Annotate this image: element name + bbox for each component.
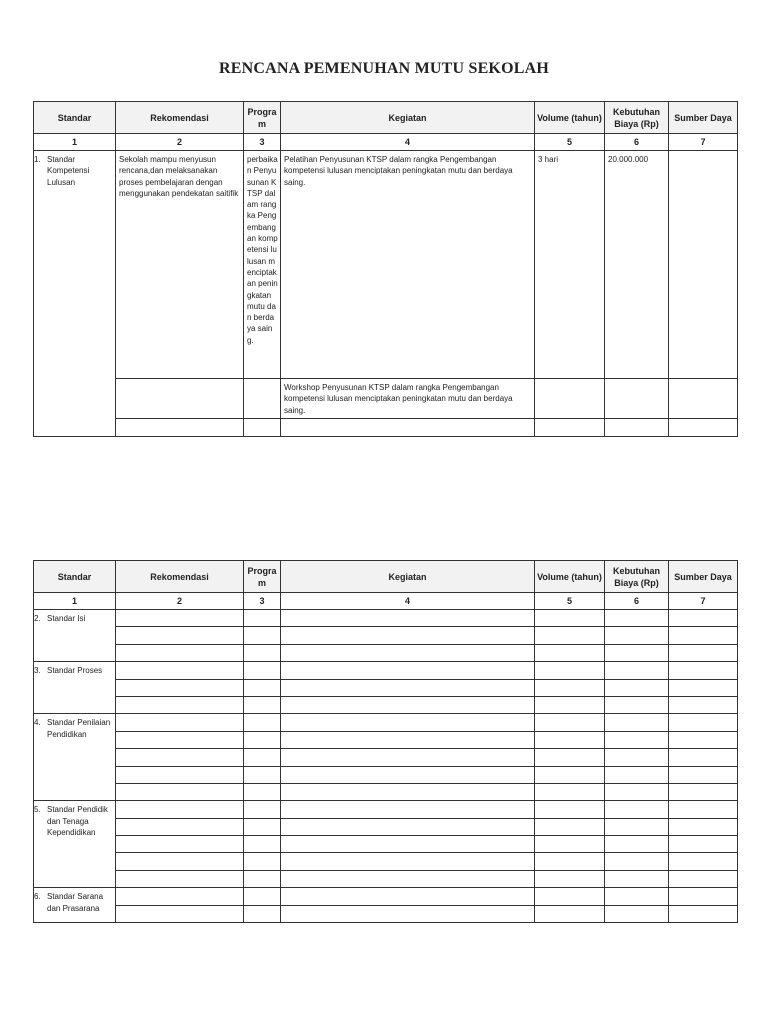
program-cell <box>244 418 281 436</box>
empty-cell <box>535 818 605 835</box>
empty-cell <box>535 836 605 853</box>
sumber-cell <box>669 151 738 379</box>
column-number: 5 <box>535 134 605 151</box>
program-cell <box>244 151 281 379</box>
kegiatan-cell <box>281 379 535 419</box>
empty-cell <box>669 853 738 870</box>
empty-cell <box>669 731 738 748</box>
empty-cell <box>605 644 669 661</box>
empty-cell <box>281 610 535 627</box>
empty-cell <box>244 836 281 853</box>
empty-cell <box>605 870 669 887</box>
empty-cell <box>116 662 244 679</box>
column-number: 4 <box>281 134 535 151</box>
standar-cell <box>34 888 116 923</box>
empty-cell <box>669 818 738 835</box>
empty-cell <box>281 836 535 853</box>
header-rekomendasi: Rekomendasi <box>116 102 244 134</box>
empty-cell <box>535 610 605 627</box>
empty-cell <box>116 783 244 800</box>
standar-number: 2. <box>34 614 41 623</box>
empty-cell <box>244 679 281 696</box>
header-kebutuhan-biaya: Kebutuhan Biaya (Rp) <box>605 561 669 593</box>
standar-number: 4. <box>34 718 41 728</box>
program-cell <box>244 379 281 419</box>
empty-cell <box>116 749 244 766</box>
empty-cell <box>281 662 535 679</box>
empty-cell <box>116 801 244 818</box>
table-row <box>34 870 738 887</box>
empty-cell <box>116 853 244 870</box>
empty-cell <box>244 662 281 679</box>
empty-cell <box>605 696 669 713</box>
header-program: Progra m <box>244 561 281 593</box>
volume-cell <box>535 151 605 379</box>
empty-cell <box>244 627 281 644</box>
standar-number: 3. <box>34 666 41 676</box>
empty-cell <box>281 853 535 870</box>
empty-cell <box>281 749 535 766</box>
empty-cell <box>281 644 535 661</box>
column-number: 2 <box>116 134 244 151</box>
empty-cell <box>116 905 244 922</box>
table-row <box>34 662 738 679</box>
standar-cell <box>34 610 116 662</box>
empty-cell <box>605 905 669 922</box>
empty-cell <box>669 905 738 922</box>
empty-cell <box>669 783 738 800</box>
empty-cell <box>605 627 669 644</box>
empty-cell <box>669 766 738 783</box>
empty-cell <box>244 749 281 766</box>
empty-cell <box>605 818 669 835</box>
column-number: 2 <box>116 593 244 610</box>
table-row <box>34 610 738 627</box>
empty-cell <box>535 714 605 731</box>
empty-cell <box>535 731 605 748</box>
column-number: 1 <box>34 134 116 151</box>
empty-cell <box>669 696 738 713</box>
header-kegiatan: Kegiatan <box>281 561 535 593</box>
standar-number: 6. <box>34 892 41 902</box>
standar-cell <box>34 714 116 801</box>
plan-table-1 <box>33 101 738 437</box>
header-volume: Volume (tahun) <box>535 561 605 593</box>
column-number: 6 <box>605 134 669 151</box>
document-title: RENCANA PEMENUHAN MUTU SEKOLAH <box>218 60 549 77</box>
empty-cell <box>605 731 669 748</box>
rekomendasi-cell <box>116 379 244 419</box>
table-row <box>34 905 738 922</box>
empty-cell <box>244 731 281 748</box>
empty-cell <box>535 888 605 905</box>
empty-cell <box>116 644 244 661</box>
empty-cell <box>605 801 669 818</box>
empty-cell <box>535 905 605 922</box>
empty-cell <box>535 662 605 679</box>
column-number: 7 <box>669 593 738 610</box>
standar-label: Standar Pendidik dan Tenaga Kependidikan <box>47 805 108 837</box>
empty-cell <box>605 749 669 766</box>
empty-cell <box>535 749 605 766</box>
biaya-text: 20.000.000 <box>608 155 649 164</box>
header-kebutuhan-biaya: Kebutuhan Biaya (Rp) <box>605 102 669 134</box>
column-number: 3 <box>244 134 281 151</box>
empty-cell <box>535 801 605 818</box>
table-row <box>34 888 738 905</box>
empty-cell <box>605 853 669 870</box>
standar-number: 5. <box>34 805 41 815</box>
empty-cell <box>669 714 738 731</box>
empty-cell <box>535 853 605 870</box>
column-number: 7 <box>669 134 738 151</box>
standar-cell <box>34 151 116 437</box>
rekomendasi-cell <box>116 151 244 379</box>
header-kegiatan: Kegiatan <box>281 102 535 134</box>
empty-cell <box>605 679 669 696</box>
sumber-cell <box>669 418 738 436</box>
kegiatan-text: Pelatihan Penyusunan KTSP dalam rangka Pengembangan kompetensi lulusan menciptakan peningkatan mutu dan berdaya saing. <box>284 155 513 187</box>
empty-cell <box>244 818 281 835</box>
table-row <box>34 749 738 766</box>
table-row <box>34 644 738 661</box>
empty-cell <box>605 610 669 627</box>
plan-table-2 <box>33 560 738 923</box>
empty-cell <box>535 679 605 696</box>
empty-cell <box>244 905 281 922</box>
empty-cell <box>669 610 738 627</box>
table-row <box>34 801 738 818</box>
empty-cell <box>244 783 281 800</box>
table-row <box>34 783 738 800</box>
volume-cell <box>535 418 605 436</box>
empty-cell <box>535 696 605 713</box>
header-standar: Standar <box>34 102 116 134</box>
header-sumber-daya: Sumber Daya <box>669 102 738 134</box>
empty-cell <box>116 731 244 748</box>
header-rekomendasi: Rekomendasi <box>116 561 244 593</box>
empty-cell <box>605 714 669 731</box>
empty-cell <box>605 783 669 800</box>
rekomendasi-cell <box>116 418 244 436</box>
column-number: 5 <box>535 593 605 610</box>
empty-cell <box>535 644 605 661</box>
column-number: 6 <box>605 593 669 610</box>
empty-cell <box>281 766 535 783</box>
empty-cell <box>244 610 281 627</box>
header-standar: Standar <box>34 561 116 593</box>
table-row <box>34 766 738 783</box>
empty-cell <box>116 818 244 835</box>
biaya-cell <box>605 379 669 419</box>
empty-cell <box>669 644 738 661</box>
sumber-cell <box>669 379 738 419</box>
program-text: perbaikan Penyusunan KTSP dalam rangka Pengembangan kompetensi lulusan menciptakan peningkatan mutu dan berdaya saing. <box>247 155 278 345</box>
empty-cell <box>281 905 535 922</box>
standar-label: Standar Isi <box>47 614 86 623</box>
empty-cell <box>244 696 281 713</box>
table-row <box>34 818 738 835</box>
empty-cell <box>669 836 738 853</box>
empty-cell <box>244 888 281 905</box>
empty-cell <box>116 870 244 887</box>
header-program: Progra m <box>244 102 281 134</box>
rekomendasi-text: Sekolah mampu menyusun rencana,dan melaksanakan proses pembelajaran dengan menggunakan pendekatan saitifik <box>119 155 239 198</box>
empty-cell <box>116 766 244 783</box>
empty-cell <box>281 679 535 696</box>
header-sumber-daya: Sumber Daya <box>669 561 738 593</box>
empty-cell <box>669 870 738 887</box>
empty-cell <box>116 696 244 713</box>
kegiatan-cell <box>281 151 535 379</box>
standar-cell <box>34 662 116 714</box>
empty-cell <box>244 801 281 818</box>
table-row <box>34 679 738 696</box>
empty-cell <box>281 801 535 818</box>
standar-label: Standar Penilaian Pendidikan <box>47 718 111 739</box>
empty-cell <box>116 627 244 644</box>
kegiatan-text: Workshop Penyusunan KTSP dalam rangka Pengembangan kompetensi lulusan menciptakan peningkatan mutu dan berdaya saing. <box>284 383 513 415</box>
empty-cell <box>535 783 605 800</box>
empty-cell <box>281 714 535 731</box>
empty-cell <box>669 888 738 905</box>
empty-cell <box>116 836 244 853</box>
empty-cell <box>244 870 281 887</box>
empty-cell <box>669 627 738 644</box>
empty-cell <box>244 644 281 661</box>
empty-cell <box>244 766 281 783</box>
volume-text: 3 hari <box>538 155 559 164</box>
empty-cell <box>281 870 535 887</box>
empty-cell <box>605 662 669 679</box>
table-row <box>34 853 738 870</box>
table-row <box>34 836 738 853</box>
empty-cell <box>281 696 535 713</box>
empty-cell <box>116 888 244 905</box>
empty-cell <box>669 801 738 818</box>
empty-cell <box>116 610 244 627</box>
volume-cell <box>535 379 605 419</box>
empty-cell <box>669 662 738 679</box>
empty-cell <box>244 853 281 870</box>
standar-label: Standar Sarana dan Prasarana <box>47 892 104 913</box>
empty-cell <box>281 888 535 905</box>
empty-cell <box>281 783 535 800</box>
column-number: 3 <box>244 593 281 610</box>
empty-cell <box>116 679 244 696</box>
header-volume: Volume (tahun) <box>535 102 605 134</box>
table-row <box>34 696 738 713</box>
standar-number: 1. <box>34 155 41 164</box>
kegiatan-cell <box>281 418 535 436</box>
empty-cell <box>605 888 669 905</box>
empty-cell <box>535 870 605 887</box>
empty-cell <box>669 749 738 766</box>
empty-cell <box>281 731 535 748</box>
table-row <box>34 627 738 644</box>
biaya-cell <box>605 418 669 436</box>
standar-label: Standar Kompetensi Lulusan <box>47 155 90 187</box>
biaya-cell <box>605 151 669 379</box>
empty-cell <box>535 627 605 644</box>
empty-cell <box>281 818 535 835</box>
column-number: 4 <box>281 593 535 610</box>
empty-cell <box>244 714 281 731</box>
column-number: 1 <box>34 593 116 610</box>
empty-cell <box>605 766 669 783</box>
empty-cell <box>281 627 535 644</box>
standar-cell <box>34 801 116 888</box>
empty-cell <box>605 836 669 853</box>
table-row <box>34 714 738 731</box>
empty-cell <box>669 679 738 696</box>
table-row <box>34 731 738 748</box>
empty-cell <box>116 714 244 731</box>
empty-cell <box>535 766 605 783</box>
standar-label: Standar Proses <box>47 666 103 676</box>
